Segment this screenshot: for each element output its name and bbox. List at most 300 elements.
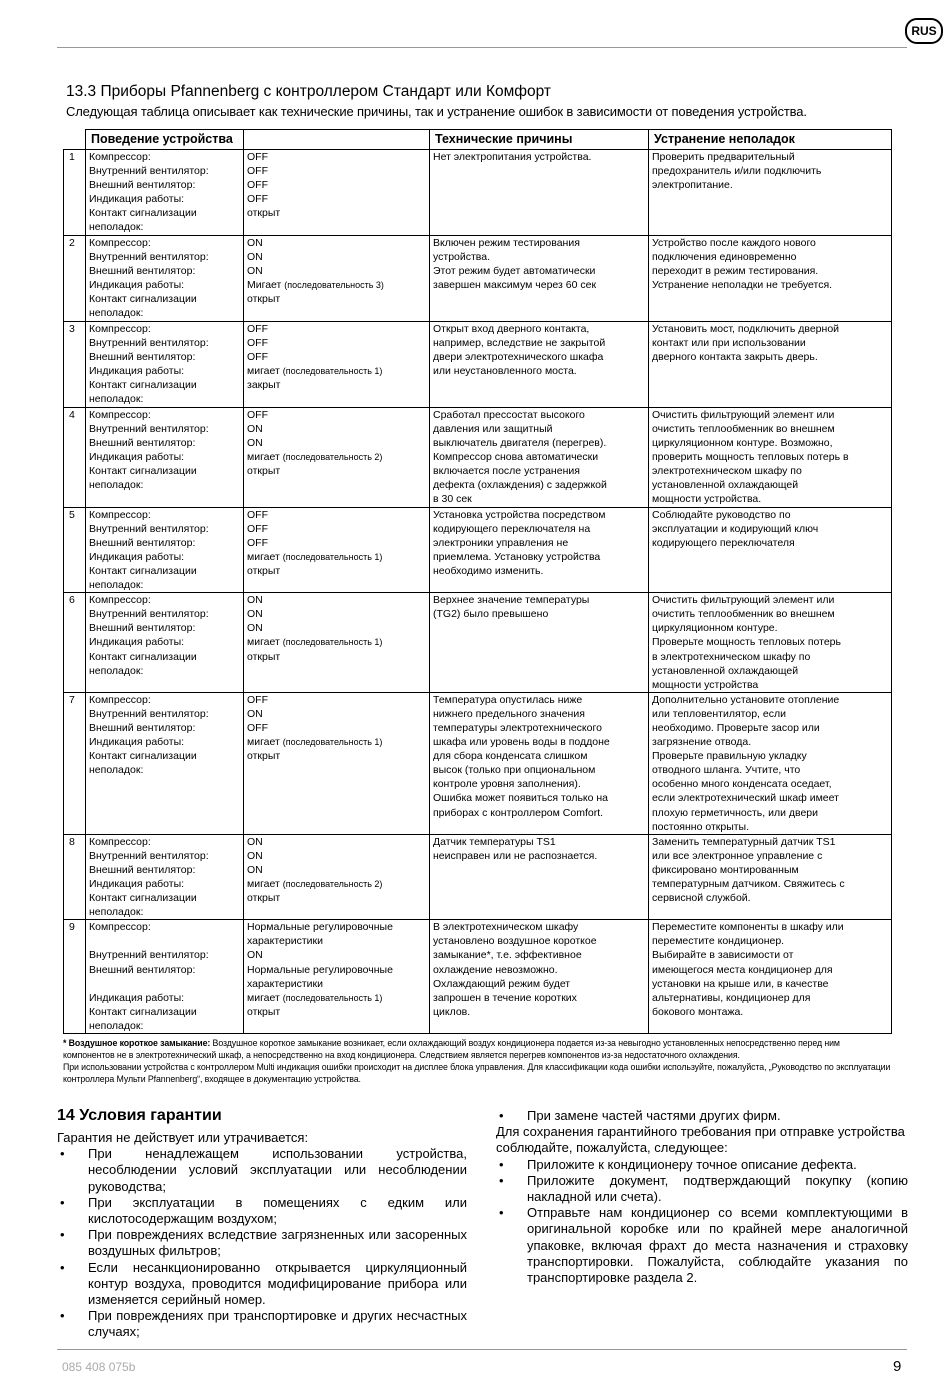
fix-line: Проверьте мощность тепловых потерь	[652, 636, 841, 649]
fix-line: температурным датчиком. Свяжитесь с	[652, 878, 845, 890]
behavior-values	[244, 507, 430, 593]
cause-line: Включен режим тестирования	[433, 236, 580, 249]
value-text: ON	[247, 608, 263, 621]
header-fixes: Устранение неполадок	[649, 130, 892, 150]
row-number-text: 1	[69, 151, 75, 163]
behavior-label: Индикация работы:	[89, 364, 185, 377]
sequence-note: (последовательность 3)	[284, 279, 384, 290]
value-text: Мигает	[247, 278, 282, 291]
behavior-labels	[86, 692, 244, 834]
value-text: ON	[247, 707, 263, 720]
behavior-label: Внешний вентилятор:	[89, 963, 196, 976]
behavior-label: Контакт сигнализации	[89, 892, 197, 905]
behavior-value	[247, 206, 426, 220]
behavior-value	[247, 378, 426, 392]
behavior-value	[247, 635, 426, 649]
cause-line: запрошен в течение коротких	[433, 991, 577, 1004]
value-text: характеристики	[247, 977, 323, 990]
value-text: мигает	[247, 736, 280, 749]
troubleshooting-fix	[649, 920, 892, 1034]
value-text: OFF	[247, 721, 268, 734]
header-rule	[57, 47, 907, 48]
document-number: 085 408 075b	[62, 1360, 136, 1374]
fix-line: мощности устройства	[652, 678, 759, 691]
fix-line: очистить теплообменник во внешнем	[652, 422, 835, 435]
behavior-label: Индикация работы:	[89, 878, 185, 890]
fix-line: Проверить предварительный	[652, 151, 795, 163]
row-number	[64, 834, 86, 920]
behavior-value	[247, 920, 426, 934]
row-number	[64, 150, 86, 236]
behavior-labels	[86, 834, 244, 920]
troubleshooting-fix	[649, 235, 892, 321]
fix-line: в электротехническом шкафу по	[652, 650, 811, 663]
fix-line: переместите кондиционер.	[652, 935, 785, 948]
troubleshooting-fix	[649, 834, 892, 920]
fix-line: Устройство после каждого нового	[652, 236, 816, 249]
fix-line: Выбирайте в зависимости от	[652, 949, 794, 962]
behavior-label: Контакт сигнализации	[89, 292, 197, 305]
value-text: ON	[247, 250, 263, 263]
warranty-void-list-cont	[496, 1108, 908, 1124]
behavior-label: Индикация работы:	[89, 991, 185, 1004]
fix-line: эксплуатации и кодирующий ключ	[652, 522, 819, 535]
behavior-label: Компрессор:	[89, 594, 151, 607]
list-item: • Если несанкционированно открывается циркуляционный контур воздуха, проводится модифицирование прибора или изменяется серийный номер.	[57, 1260, 467, 1309]
warranty-title: 14 Условия гарантии	[57, 1107, 222, 1124]
behavior-values	[244, 321, 430, 407]
warranty-intro: Гарантия не действует или утрачивается:	[57, 1130, 309, 1145]
fix-line: необходимо. Проверьте засор или	[652, 721, 820, 734]
cause-line: в 30 сек	[433, 493, 472, 506]
section-title: 13.3 Приборы Pfannenberg с контроллером Стандарт или Комфорт	[66, 83, 552, 100]
behavior-labels	[86, 920, 244, 1034]
fix-line: контакт или при использовании	[652, 336, 806, 349]
row-number-text: 5	[69, 508, 75, 521]
behavior-labels	[86, 321, 244, 407]
behavior-value	[247, 164, 426, 178]
cause-line: Этот режим будет автоматически	[433, 264, 596, 277]
fix-line: дверного контакта закрыть дверь.	[652, 350, 818, 363]
behavior-value	[247, 948, 426, 962]
cause-line: высок (только при опциональном	[433, 764, 596, 777]
row-number-text: 3	[69, 322, 75, 335]
value-text: OFF	[247, 350, 268, 363]
footnote	[63, 1037, 891, 1085]
behavior-value	[247, 364, 426, 378]
behavior-value	[247, 650, 426, 664]
fix-line: фиксировано монтированным	[652, 863, 799, 876]
cause-line: установлено воздушное короткое	[433, 935, 597, 948]
behavior-labels	[86, 235, 244, 321]
troubleshooting-fix	[649, 407, 892, 507]
value-text: ON	[247, 622, 263, 635]
behavior-values	[244, 920, 430, 1034]
row-number	[64, 692, 86, 834]
value-text: ON	[247, 949, 263, 962]
troubleshooting-fix	[649, 507, 892, 593]
troubleshooting-fix	[649, 692, 892, 834]
warranty-void-list	[57, 1146, 467, 1340]
sequence-note: (последовательность 1)	[282, 551, 383, 562]
behavior-value	[247, 264, 426, 278]
behavior-value	[247, 863, 426, 877]
list-item: • При эксплуатации в помещениях с едким или кислотосодержащим воздухом;	[57, 1195, 467, 1227]
behavior-label: Внешний вентилятор:	[89, 350, 196, 363]
cause-line: Температура опустилась ниже	[433, 693, 583, 706]
behavior-labels	[86, 593, 244, 693]
cause-line: приемлема. Установку устройства	[433, 550, 601, 563]
behavior-value	[247, 891, 426, 905]
cause-line: давления или защитный	[433, 422, 553, 435]
behavior-labels	[86, 407, 244, 507]
behavior-label: Внешний вентилятор:	[89, 536, 196, 549]
cause-line: замыкание*, т.е. эффективное	[433, 949, 582, 962]
value-text: OFF	[247, 179, 268, 192]
header-causes: Технические причины	[430, 130, 649, 150]
fix-line: если электротехнический шкаф имеет	[652, 792, 839, 805]
behavior-value	[247, 408, 426, 422]
behavior-value	[247, 436, 426, 450]
value-text: OFF	[247, 151, 268, 163]
behavior-label: Внешний вентилятор:	[89, 179, 196, 192]
behavior-label: Контакт сигнализации	[89, 207, 197, 220]
cause-line: кодирующего переключателя на	[433, 522, 591, 535]
table-body	[64, 150, 892, 1034]
cause-line: Нет электропитания устройства.	[433, 151, 592, 163]
technical-cause	[430, 507, 649, 593]
value-text: мигает	[247, 450, 280, 463]
troubleshooting-fix	[649, 321, 892, 407]
list-item: • При ненадлежащем использовании устройства, несоблюдении условий эксплуатации или несоблюдении руководства;	[57, 1146, 467, 1195]
behavior-label: неполадок:	[89, 764, 144, 777]
fix-line: или все электронное управление с	[652, 849, 823, 862]
list-item: • Приложите документ, подтверждающий покупку (копию накладной или счета).	[496, 1173, 908, 1205]
footnote-air-short-circuit	[63, 1037, 891, 1061]
behavior-value	[247, 849, 426, 863]
fix-line: Соблюдайте руководство по	[652, 508, 791, 521]
fix-line: особенно много конденсата оседает,	[652, 778, 832, 791]
behavior-label	[89, 977, 240, 991]
list-item: • При замене частей частями других фирм.	[496, 1108, 908, 1124]
value-text: ON	[247, 594, 263, 607]
warranty-left-column	[57, 1130, 467, 1341]
fix-line: сервисной службой.	[652, 892, 751, 905]
behavior-values	[244, 593, 430, 693]
cause-line: шкафа или уровень воды в поддоне	[433, 736, 610, 749]
value-text: мигает	[247, 991, 280, 1004]
cause-line: Установка устройства посредством	[433, 508, 606, 521]
troubleshooting-table	[63, 129, 892, 1034]
behavior-value	[247, 693, 426, 707]
behavior-value	[247, 607, 426, 621]
value-text: открыт	[247, 650, 281, 663]
technical-cause	[430, 150, 649, 236]
table-row	[64, 235, 892, 321]
behavior-labels	[86, 507, 244, 593]
footnote-term: * Воздушное короткое замыкание:	[63, 1038, 211, 1048]
behavior-label: неполадок:	[89, 579, 144, 592]
sequence-note: (последовательность 1)	[282, 737, 383, 748]
behavior-label: Внутренний вентилятор:	[89, 608, 209, 621]
fix-line: циркуляционном контуре.	[652, 622, 778, 635]
technical-cause	[430, 593, 649, 693]
value-text: OFF	[247, 322, 268, 335]
cause-line: Датчик температуры TS1	[433, 835, 556, 848]
technical-cause	[430, 407, 649, 507]
behavior-label: Контакт сигнализации	[89, 564, 197, 577]
list-item: • Отправьте нам кондиционер со всеми комплектующими в оригинальной коробке или по крайней мере аналогичной упаковке, включая фрахт до места назначения и страховку транспортировки. Пожалуйста, соблюдайте указания по транспортировке раздела 2.	[496, 1205, 908, 1286]
cause-line: В электротехническом шкафу	[433, 921, 579, 934]
behavior-label: Компрессор:	[89, 508, 151, 521]
page-number: 9	[893, 1358, 902, 1375]
row-number-text: 9	[69, 921, 75, 934]
cause-line: Верхнее значение температуры	[433, 594, 590, 607]
technical-cause	[430, 692, 649, 834]
value-text: мигает	[247, 364, 280, 377]
behavior-label: Компрессор:	[89, 322, 151, 335]
behavior-label: Индикация работы:	[89, 193, 185, 206]
fix-line: подключения единовременно	[652, 250, 797, 263]
behavior-value	[247, 422, 426, 436]
behavior-label: Компрессор:	[89, 408, 151, 421]
fix-line: Очистить фильтрующий элемент или	[652, 594, 835, 607]
cause-line: дефекта (охлаждения) с задержкой	[433, 479, 607, 492]
behavior-value	[247, 1005, 426, 1019]
value-text: ON	[247, 236, 263, 249]
behavior-value	[247, 192, 426, 206]
behavior-value	[247, 508, 426, 522]
behavior-value	[247, 450, 426, 464]
fix-line: проверить мощность тепловых потерь в	[652, 450, 849, 463]
behavior-value	[247, 336, 426, 350]
fix-line: циркуляционном контуре. Возможно,	[652, 436, 833, 449]
behavior-label: неполадок:	[89, 479, 144, 492]
behavior-values	[244, 235, 430, 321]
behavior-value	[247, 250, 426, 264]
sequence-note: (последовательность 1)	[282, 365, 383, 376]
behavior-label: Внутренний вентилятор:	[89, 522, 209, 535]
cause-line: например, вследствие не закрытой	[433, 336, 606, 349]
behavior-value	[247, 721, 426, 735]
behavior-label: Индикация работы:	[89, 736, 185, 749]
fix-line: электротехническом шкафу по	[652, 464, 802, 477]
behavior-value	[247, 350, 426, 364]
fix-line: постоянно открыты.	[652, 820, 750, 833]
behavior-label: Контакт сигнализации	[89, 1005, 197, 1018]
table-row	[64, 692, 892, 834]
behavior-value	[247, 877, 426, 891]
row-number	[64, 407, 86, 507]
behavior-label: неполадок:	[89, 221, 144, 234]
behavior-value	[247, 835, 426, 849]
value-text: OFF	[247, 165, 268, 178]
value-text: ON	[247, 863, 263, 876]
row-number-text: 7	[69, 693, 75, 706]
troubleshooting-fix	[649, 593, 892, 693]
value-text: Нормальные регулировочные	[247, 963, 393, 976]
cause-line: устройства.	[433, 250, 491, 263]
cause-line: нижнего предельного значения	[433, 707, 585, 720]
cause-line: охлаждение невозможно.	[433, 963, 558, 976]
table-row	[64, 834, 892, 920]
fix-line: плохую герметичность, или двери	[652, 806, 818, 819]
value-text: открыт	[247, 564, 281, 577]
value-text: мигает	[247, 636, 280, 649]
fix-line: бокового монтажа.	[652, 1005, 744, 1018]
warranty-claim-list	[496, 1157, 908, 1287]
behavior-label: Внешний вентилятор:	[89, 721, 196, 734]
behavior-label: Внутренний вентилятор:	[89, 422, 209, 435]
behavior-value	[247, 278, 426, 292]
behavior-label	[89, 934, 240, 948]
fix-line: установленной охлаждающей	[652, 664, 799, 677]
table-header-row	[64, 130, 892, 150]
table-row	[64, 507, 892, 593]
behavior-label: Контакт сигнализации	[89, 464, 197, 477]
cause-line: неисправен или не распознается.	[433, 849, 598, 862]
behavior-value	[247, 292, 426, 306]
behavior-values	[244, 150, 430, 236]
cause-line: для сбора конденсата слишком	[433, 750, 588, 763]
value-text: мигает	[247, 550, 280, 563]
fix-line: Переместите компоненты в шкафу или	[652, 921, 844, 934]
value-text: ON	[247, 264, 263, 277]
behavior-label: Внутренний вентилятор:	[89, 707, 209, 720]
sequence-note: (последовательность 1)	[282, 992, 383, 1003]
technical-cause	[430, 235, 649, 321]
row-number	[64, 593, 86, 693]
value-text: ON	[247, 835, 263, 848]
cause-line: Охлаждающий режим будет	[433, 977, 571, 990]
behavior-label: Внутренний вентилятор:	[89, 949, 209, 962]
warranty-right-column	[496, 1108, 908, 1286]
list-item: • Приложите к кондиционеру точное описание дефекта.	[496, 1157, 908, 1173]
behavior-label: Индикация работы:	[89, 450, 185, 463]
value-text: Нормальные регулировочные	[247, 921, 393, 934]
fix-line: или тепловентилятор, если	[652, 707, 786, 720]
cause-line: необходимо изменить.	[433, 564, 544, 577]
fix-line: отводного шланга. Учтите, что	[652, 764, 801, 777]
value-text: характеристики	[247, 935, 323, 948]
value-text: мигает	[247, 878, 280, 890]
fix-line: очистить теплообменник во внешнем	[652, 608, 835, 621]
behavior-value	[247, 749, 426, 763]
behavior-label: Компрессор:	[89, 693, 151, 706]
fix-line: Заменить температурный датчик TS1	[652, 835, 836, 848]
behavior-value	[247, 707, 426, 721]
value-text: открыт	[247, 207, 281, 220]
technical-cause	[430, 834, 649, 920]
behavior-value	[247, 593, 426, 607]
behavior-label: Индикация работы:	[89, 636, 185, 649]
value-text: OFF	[247, 693, 268, 706]
behavior-label: Внешний вентилятор:	[89, 622, 196, 635]
table-row	[64, 150, 892, 236]
behavior-label: Внутренний вентилятор:	[89, 165, 209, 178]
table-row	[64, 407, 892, 507]
row-number-text: 6	[69, 594, 75, 607]
technical-cause	[430, 321, 649, 407]
row-number	[64, 507, 86, 593]
cause-line: приборах с контроллером Comfort.	[433, 806, 604, 819]
behavior-label: Компрессор:	[89, 921, 151, 934]
behavior-value	[247, 236, 426, 250]
behavior-value	[247, 178, 426, 192]
language-badge: RUS	[905, 18, 943, 44]
fix-line: переходит в режим тестирования.	[652, 264, 819, 277]
behavior-label: Внутренний вентилятор:	[89, 250, 209, 263]
header-blank-values	[244, 130, 430, 150]
section-subtitle: Следующая таблица описывает как технические причины, так и устранение ошибок в зависимости от поведения устройства.	[66, 104, 807, 119]
behavior-value	[247, 934, 426, 948]
footer-rule	[57, 1349, 907, 1350]
value-text: открыт	[247, 292, 281, 305]
cause-line: или неустановленного моста.	[433, 364, 577, 377]
fix-line: установленной охлаждающей	[652, 479, 799, 492]
table-row	[64, 920, 892, 1034]
behavior-value	[247, 963, 426, 977]
behavior-label: Компрессор:	[89, 151, 151, 163]
footnote-multi-controller: При использовании устройства с контроллером Multi индикация ошибки происходит на дисплее блока управления. Для классификации кода ошибки используйте, пожалуйста, „Руководство по эксплуатации контроллера Мульти Pfannenberg“, входящее в документацию устройства.	[63, 1062, 891, 1084]
behavior-label: неполадок:	[89, 307, 144, 320]
value-text: ON	[247, 436, 263, 449]
behavior-values	[244, 834, 430, 920]
row-number-text: 2	[69, 236, 75, 249]
behavior-value	[247, 536, 426, 550]
behavior-label: Внутренний вентилятор:	[89, 336, 209, 349]
cause-line: Компрессор снова автоматически	[433, 450, 599, 463]
behavior-value	[247, 735, 426, 749]
behavior-labels	[86, 150, 244, 236]
behavior-value	[247, 550, 426, 564]
behavior-label: Внешний вентилятор:	[89, 863, 196, 876]
row-number-text: 4	[69, 408, 75, 421]
sequence-note: (последовательность 2)	[282, 451, 383, 462]
cause-line: циклов.	[433, 1005, 471, 1018]
fix-line: Установить мост, подключить дверной	[652, 322, 840, 335]
behavior-label: неполадок:	[89, 906, 144, 919]
cause-line: Ошибка может появиться только на	[433, 792, 609, 805]
header-blank	[64, 130, 86, 150]
behavior-label: Внешний вентилятор:	[89, 264, 196, 277]
value-text: открыт	[247, 1005, 281, 1018]
cause-line: выключатель двигателя (перегрев).	[433, 436, 607, 449]
behavior-label: неполадок:	[89, 393, 144, 406]
fix-line: альтернативы, кондиционер для	[652, 991, 811, 1004]
table-row	[64, 593, 892, 693]
value-text: OFF	[247, 336, 268, 349]
value-text: открыт	[247, 750, 281, 763]
behavior-label: Внутренний вентилятор:	[89, 849, 209, 862]
value-text: OFF	[247, 536, 268, 549]
behavior-value	[247, 522, 426, 536]
value-text: OFF	[247, 408, 268, 421]
list-item: • При повреждениях при транспортировке и других несчастных случаях;	[57, 1308, 467, 1340]
list-item: • При повреждениях вследствие загрязненных или засоренных воздушных фильтров;	[57, 1227, 467, 1259]
fix-line: имеющегося места кондиционер для	[652, 963, 833, 976]
cause-line: двери электротехнического шкафа	[433, 350, 604, 363]
table-row	[64, 321, 892, 407]
value-text: OFF	[247, 522, 268, 535]
cause-line: контроле уровня заполнения).	[433, 778, 581, 791]
cause-line: завершен максимум через 60 сек	[433, 278, 597, 291]
cause-line: (TG2) было превышено	[433, 608, 549, 621]
behavior-label: Внешний вентилятор:	[89, 436, 196, 449]
behavior-value	[247, 150, 426, 164]
troubleshooting-fix	[649, 150, 892, 236]
behavior-label: Контакт сигнализации	[89, 750, 197, 763]
